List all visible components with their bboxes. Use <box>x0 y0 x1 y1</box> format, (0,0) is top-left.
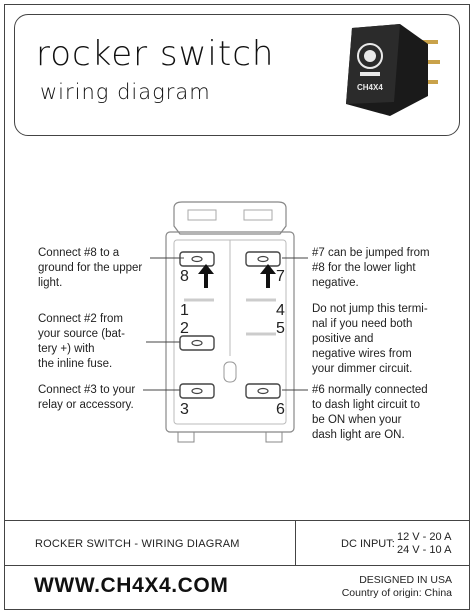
clip-slot <box>188 210 216 220</box>
footer-diagram-label: ROCKER SWITCH - WIRING DIAGRAM <box>35 538 240 550</box>
note-pin-2: Connect #2 from your source (bat- tery +) with the inline fuse. <box>38 313 125 370</box>
arrow-up-icon <box>198 264 214 288</box>
switch-top-clip <box>174 202 286 234</box>
voltage-ratings <box>397 531 451 557</box>
pin-label-7: 7 <box>276 268 285 285</box>
product-label: CH4X4 <box>357 83 383 92</box>
switch-face <box>346 24 400 104</box>
note-pin-8: Connect #8 to a ground for the upper light. <box>38 247 143 289</box>
voltage-24v: 24 V - 10 A <box>397 544 452 556</box>
pin-label-1: 1 <box>180 302 189 319</box>
footer-info-row <box>5 520 469 566</box>
terminal-3 <box>180 384 214 398</box>
note-pin-3: Connect #3 to your relay or accessory. <box>38 384 136 411</box>
terminal-8 <box>180 252 214 266</box>
page-subtitle: wiring diagram <box>40 80 211 104</box>
footer-divider <box>295 521 296 565</box>
pin-label-4: 4 <box>276 302 285 319</box>
terminal-3-hole <box>192 389 202 394</box>
page-title: rocker switch <box>36 34 275 74</box>
terminal-2 <box>180 336 214 350</box>
arrow-up-icon <box>260 264 276 288</box>
pin-label-6: 6 <box>276 401 285 418</box>
pin-label-8: 8 <box>180 268 189 285</box>
pin-label-2: 2 <box>180 320 189 337</box>
country-of-origin: Country of origin: China <box>341 587 452 599</box>
note-pin-7: #7 can be jumped from #8 for the lower light negative. <box>312 247 430 289</box>
note-pin-6: #6 normally connected to dash light circuit to be ON when your dash light are ON. <box>312 384 428 441</box>
voltage-12v: 12 V - 20 A <box>397 531 452 543</box>
dc-input-label: DC INPUT: <box>341 538 395 550</box>
terminal-8-hole <box>192 257 202 262</box>
terminal-7-hole <box>258 257 268 262</box>
terminal-6 <box>246 384 280 398</box>
terminal-6-hole <box>258 389 268 394</box>
designed-in-usa: DESIGNED IN USA <box>359 574 452 586</box>
note-pin-4-5: Do not jump this termi- nal if you need both positive and negative wires from your dimmer circuit. <box>312 303 428 375</box>
bottom-tab <box>178 432 194 442</box>
clip-slot <box>244 210 272 220</box>
terminal-7 <box>246 252 280 266</box>
rocker-switch-photo <box>330 20 450 120</box>
glow-bar <box>360 72 380 76</box>
terminal-2-hole <box>192 341 202 346</box>
glow-logo-center <box>364 50 376 62</box>
bottom-tab <box>266 432 282 442</box>
pin-label-5: 5 <box>276 320 285 337</box>
origin-info <box>342 574 452 600</box>
pin-label-3: 3 <box>180 401 189 418</box>
center-led <box>224 362 236 382</box>
website-link[interactable]: WWW.CH4X4.COM <box>34 574 229 597</box>
